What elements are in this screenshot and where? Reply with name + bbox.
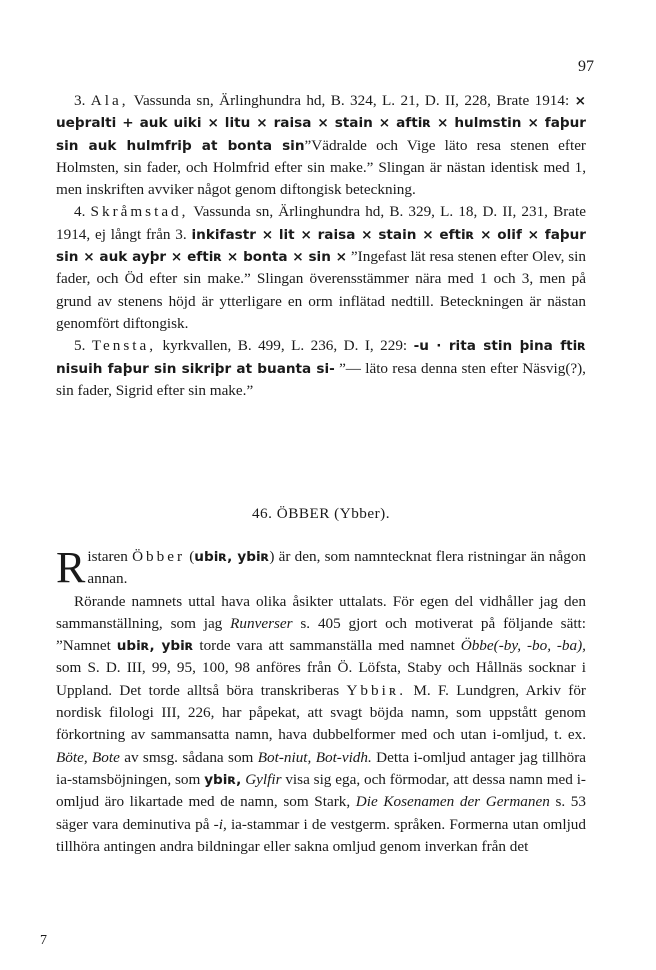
- place-name: Tensta,: [91, 337, 157, 355]
- rune-transliteration: ubiʀ, ybiʀ: [116, 638, 194, 655]
- rune-transliteration: × ueþralti + auk uiki × litu × raisa × stain × aftiʀ × hulmstin × faþur sin auk hulmfriþ at bonta sin: [56, 93, 586, 154]
- italic-form: Gylfir: [241, 770, 282, 788]
- signature-mark: 7: [40, 933, 47, 948]
- entry-text: Vassunda sn, Ärlinghundra hd, B. 329, L. 18, D. II, 231, Brate 1914, ej långt från 3.: [56, 203, 586, 243]
- carver-name: Öbber: [132, 548, 186, 565]
- entry-number: 5.: [74, 337, 86, 355]
- text-run: Detta i-omljud antager jag tillhöra ia-stamsböjningen, som: [56, 748, 586, 788]
- inscription-list: [56, 90, 586, 402]
- entry-4: [56, 201, 586, 335]
- entry-translation: ”— läto resa denna sten efter Näsvig(?), sin fader, Sigrid efter sin make.”: [56, 359, 586, 399]
- intro-paragraph: [56, 543, 587, 592]
- text-run: ia-stammar i de vestgerm. språken. Formerna utan omljud tillhöra antingen andra bildningar eller sakna omljud genom inverkan från det: [56, 815, 586, 855]
- place-name: Skråmstad,: [90, 203, 189, 221]
- spaced-name: Ybbiʀ.: [346, 681, 407, 699]
- entry-number: 4.: [74, 203, 86, 221]
- text-run: ) är den, som namntecknat flera ristningar än någon annan.: [87, 548, 587, 588]
- text-run: istaren: [87, 548, 133, 565]
- entry-translation: ”Ingefast lät resa stenen efter Olev, sin fader, och Öd efter sin make.” Slingan överensstämmer nära med 1 och 3, men på grund av stenens höjd är ytterligare en orm inflätad nedtill. Beteckningen är nästan genomfört diftongisk.: [56, 248, 586, 332]
- rune-transliteration: ubiʀ, ybiʀ: [194, 549, 270, 565]
- italic-title: Die Kosenamen der Germanen: [355, 793, 550, 811]
- entry-text: kyrkvallen, B. 499, L. 236, D. I, 229:: [156, 337, 414, 355]
- text-run: M. F. Lundgren, Arkiv för nordisk filologi III, 226, har påpekat, att svagt böjda namn, som uppstått genom förkortning av sammansatta namn, hava dubbelformer med och utan i-omljud, t. ex.: [56, 681, 586, 744]
- text-run: som S. D. III, 99, 95, 100, 98 anföres från Ö. Löfsta, Staby och Hållnäs socknar i Uppland. Det torde alltså böra transkriberas: [56, 659, 586, 699]
- entry-text: Vassunda sn, Ärlinghundra hd, B. 324, L. 21, D. II, 228, Brate 1914:: [128, 92, 575, 109]
- page-number: 97: [578, 58, 594, 75]
- text-run: s. 405 gjort och motiverat på följande sätt: ”Namnet: [56, 614, 586, 655]
- italic-form: -i,: [213, 815, 227, 833]
- discussion-paragraph: [56, 591, 586, 859]
- text-run: (: [185, 548, 195, 565]
- drop-cap: R: [56, 543, 86, 592]
- rune-transliteration: inkifastr × lit × raisa × stain × eftiʀ × olif × faþur sin × auk ayþr × eftiʀ × bonta × sin ×: [56, 226, 587, 266]
- section-title: 46. ÖBBER (Ybber).: [251, 505, 391, 522]
- rune-transliteration: -u · rita stin þina ftiʀ nisuih faþur sin sikriþr at buanta si-: [56, 338, 587, 377]
- rune-transliteration: ybiʀ,: [204, 771, 242, 788]
- entry-3: [56, 90, 586, 201]
- entry-5: [56, 335, 586, 402]
- text-run: Rörande namnets uttal hava olika åsikter uttalats. För egen del vidhåller jag den sammanställning, som jag: [56, 592, 586, 632]
- text-run: visa sig ega, och förmodar, att dessa namn med i-omljud äro likartade med de namn, som Stark,: [56, 770, 586, 811]
- text-run: torde vara att sammanställa med namnet: [193, 637, 461, 655]
- entry-translation: ”Vädralde och Vige läto resa stenen efter Holmsten, sin fader, och Holmfrid efter sin make.” Slingan är nästan identisk med 1, men inskriften avviker något genom diftongisk beteckning.: [56, 136, 586, 199]
- place-name: Ala,: [90, 92, 129, 109]
- italic-title: Runverser: [230, 614, 293, 632]
- section-body: [56, 543, 587, 858]
- entry-number: 3.: [74, 92, 86, 109]
- text-run: s. 53 säger vara deminutiva på: [56, 793, 586, 833]
- italic-form: Öbbe(-by, -bo, -ba),: [460, 637, 586, 655]
- text-run: av smsg. sådana som: [119, 748, 258, 766]
- italic-form: Bot-niut, Bot-vidh.: [257, 748, 372, 766]
- italic-form: Böte, Bote: [56, 748, 120, 766]
